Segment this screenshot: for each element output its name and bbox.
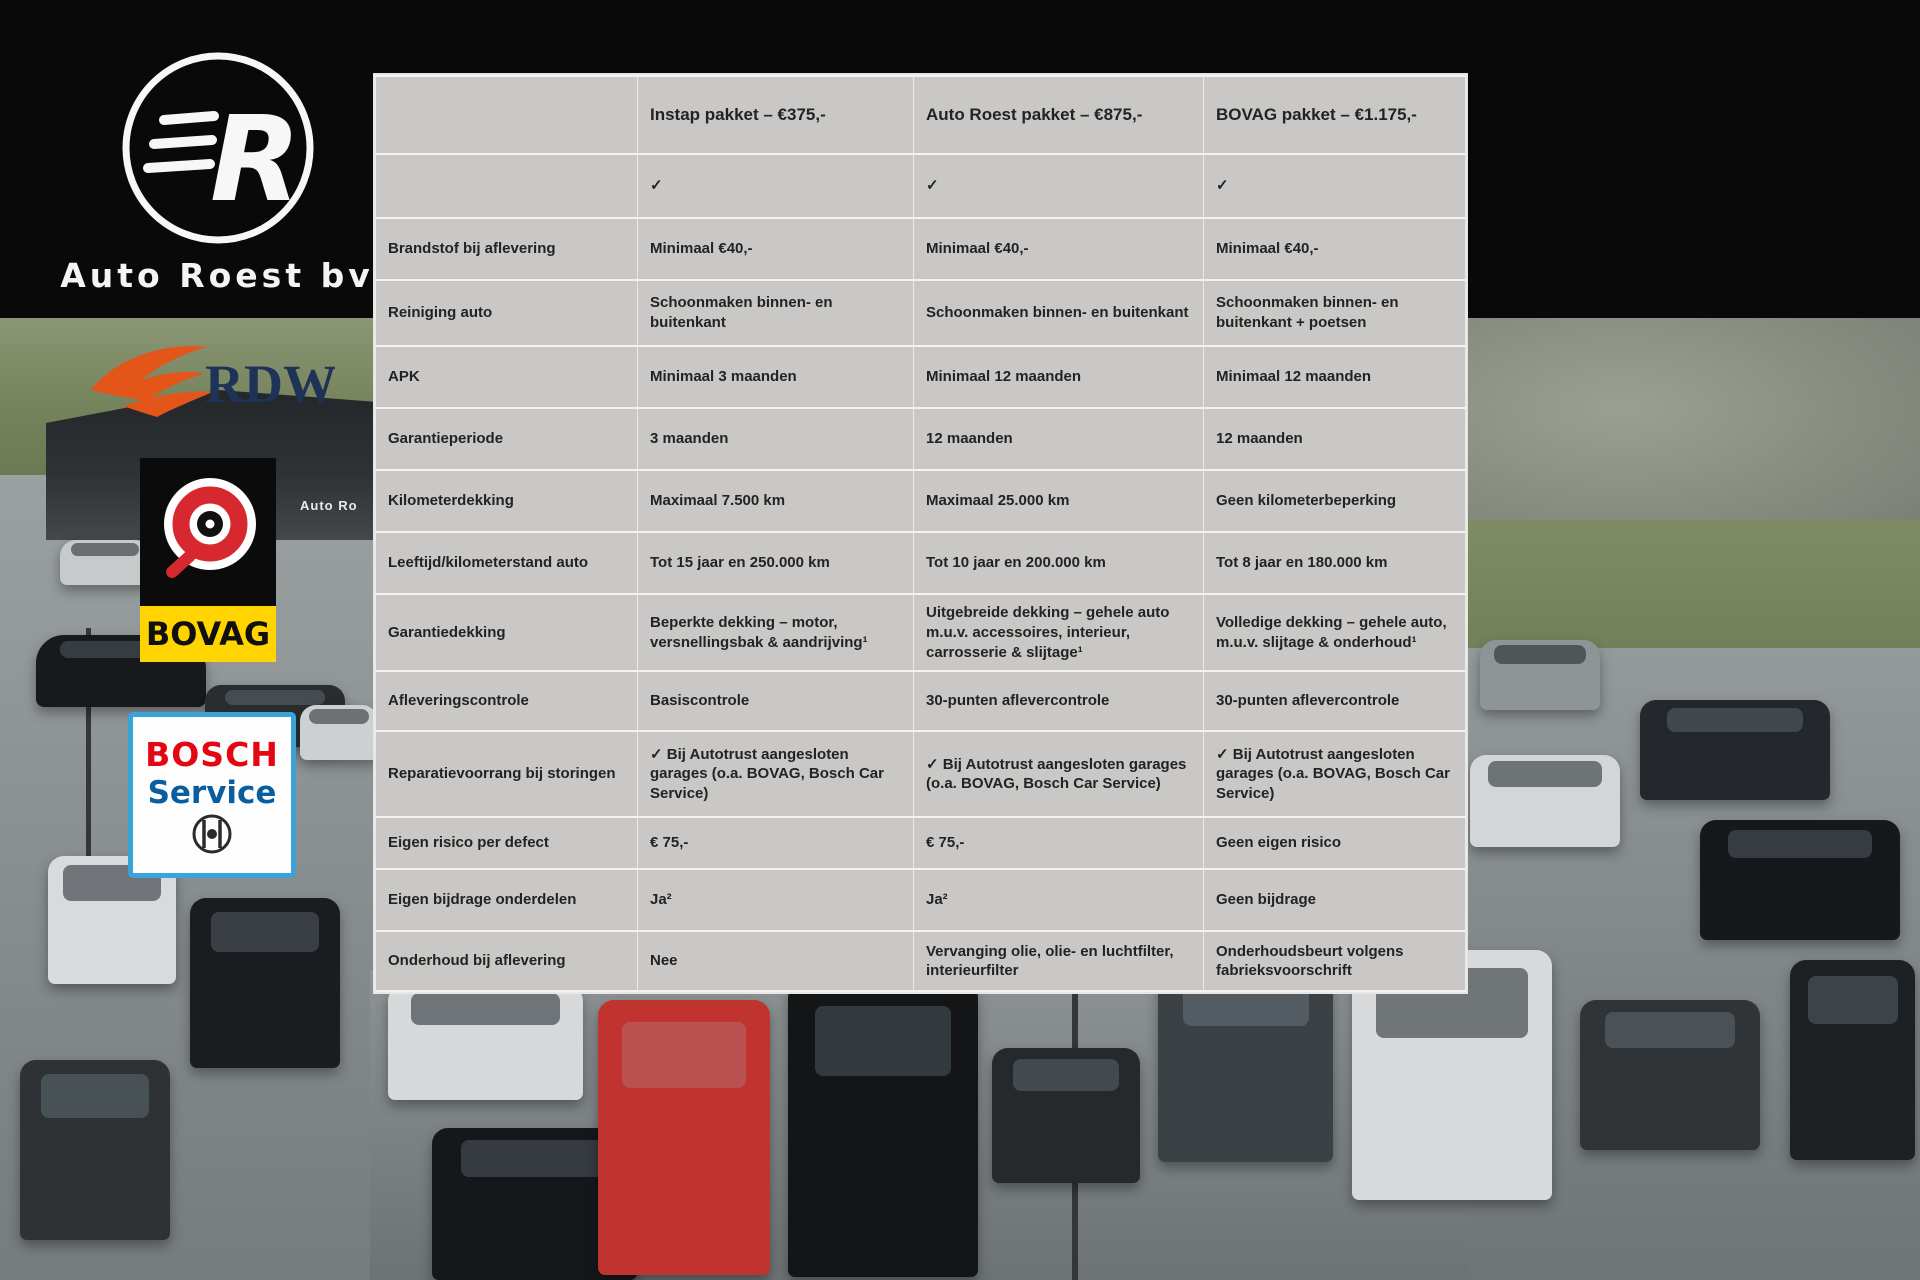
bosch-service-logo [128, 712, 296, 878]
table-cell: Vervanging olie, olie- en luchtfilter, interieurfilter [914, 931, 1204, 991]
table-cell: Beperkte dekking – motor, versnellingsbak & aandrijving¹ [638, 594, 914, 671]
table-row [376, 408, 1466, 470]
row-label: Garantiedekking [376, 594, 638, 671]
table-cell: Maximaal 25.000 km [914, 470, 1204, 532]
table-row [376, 731, 1466, 817]
table-row [376, 532, 1466, 594]
package-column-header: Instap pakket – €375,- [638, 76, 914, 154]
car-silhouette [60, 540, 150, 585]
table-cell: Minimaal €40,- [1204, 218, 1466, 280]
table-cell: Minimaal 12 maanden [914, 346, 1204, 408]
table-cell: Minimaal €40,- [638, 218, 914, 280]
table-cell: 30-punten aflevercontrole [914, 671, 1204, 731]
car-silhouette [598, 1000, 770, 1275]
table-row [376, 346, 1466, 408]
bosch-text: BOSCH [145, 734, 279, 774]
car-silhouette [1700, 820, 1900, 940]
table-cell: 12 maanden [1204, 408, 1466, 470]
package-column-header: BOVAG pakket – €1.175,- [1204, 76, 1466, 154]
grass-field-right [1462, 520, 1920, 655]
auto-roest-logo [0, 0, 440, 318]
car-silhouette [190, 898, 340, 1068]
table-cell: Minimaal 3 maanden [638, 346, 914, 408]
row-label: Reiniging auto [376, 280, 638, 346]
table-cell: Ja² [914, 869, 1204, 931]
building-sign: Auto Ro [300, 498, 358, 513]
table-row [376, 594, 1466, 671]
row-label [376, 154, 638, 218]
table-cell: Nee [638, 931, 914, 991]
table-row [376, 280, 1466, 346]
rdw-text: RDW [205, 354, 335, 414]
row-label: Brandstof bij aflevering [376, 218, 638, 280]
row-label: Reparatievoorrang bij storingen [376, 731, 638, 817]
table-cell: Minimaal 12 maanden [1204, 346, 1466, 408]
table-cell: Tot 8 jaar en 180.000 km [1204, 532, 1466, 594]
table-cell: € 75,- [638, 817, 914, 869]
package-column-header: Auto Roest pakket – €875,- [914, 76, 1204, 154]
package-table-head-row [376, 76, 1466, 154]
row-label: APK [376, 346, 638, 408]
car-silhouette [300, 705, 378, 760]
table-cell: Geen bijdrage [1204, 869, 1466, 931]
table-cell: € 75,- [914, 817, 1204, 869]
table-cell: Basiscontrole [638, 671, 914, 731]
table-cell: Geen eigen risico [1204, 817, 1466, 869]
rdw-logo [85, 330, 335, 430]
table-row [376, 218, 1466, 280]
table-cell: Geen kilometerbeperking [1204, 470, 1466, 532]
table-row [376, 671, 1466, 731]
table-cell: Tot 15 jaar en 250.000 km [638, 532, 914, 594]
bovag-logo [140, 458, 276, 662]
table-cell: Tot 10 jaar en 200.000 km [914, 532, 1204, 594]
rdw-wing-icon [91, 346, 213, 417]
brand-name: Auto Roest bv [60, 256, 374, 295]
row-label: Afleveringscontrole [376, 671, 638, 731]
bosch-service-text: Service [147, 774, 277, 811]
table-cell: Volledige dekking – gehele auto, m.u.v. slijtage & onderhoud¹ [1204, 594, 1466, 671]
car-silhouette [1790, 960, 1915, 1160]
bovag-record-icon [140, 458, 276, 606]
package-table-body [376, 154, 1466, 991]
table-cell: Minimaal €40,- [914, 218, 1204, 280]
table-cell: Schoonmaken binnen- en buitenkant + poetsen [1204, 280, 1466, 346]
package-comparison-table [375, 75, 1466, 992]
table-cell: Onderhoudsbeurt volgens fabrieksvoorschrift [1204, 931, 1466, 991]
row-label: Garantieperiode [376, 408, 638, 470]
table-cell: 3 maanden [638, 408, 914, 470]
row-label: Eigen bijdrage onderdelen [376, 869, 638, 931]
car-silhouette [1640, 700, 1830, 800]
table-cell: ✓ [638, 154, 914, 218]
car-silhouette [1580, 1000, 1760, 1150]
table-cell: ✓ Bij Autotrust aangesloten garages (o.a. BOVAG, Bosch Car Service) [638, 731, 914, 817]
bovag-text: BOVAG [140, 606, 276, 662]
table-cell: ✓ [1204, 154, 1466, 218]
table-cell: ✓ Bij Autotrust aangesloten garages (o.a. BOVAG, Bosch Car Service) [914, 731, 1204, 817]
table-cell: Ja² [638, 869, 914, 931]
table-cell: Schoonmaken binnen- en buitenkant [914, 280, 1204, 346]
row-label-column-header [376, 76, 638, 154]
table-cell: 30-punten aflevercontrole [1204, 671, 1466, 731]
monogram-letter: R [210, 90, 301, 228]
car-silhouette [1480, 640, 1600, 710]
table-cell: 12 maanden [914, 408, 1204, 470]
car-silhouette [20, 1060, 170, 1240]
table-cell: ✓ Bij Autotrust aangesloten garages (o.a. BOVAG, Bosch Car Service) [1204, 731, 1466, 817]
row-label: Kilometerdekking [376, 470, 638, 532]
table-cell: Schoonmaken binnen- en buitenkant [638, 280, 914, 346]
table-row [376, 470, 1466, 532]
car-silhouette [1470, 755, 1620, 847]
row-label: Onderhoud bij aflevering [376, 931, 638, 991]
table-cell: Maximaal 7.500 km [638, 470, 914, 532]
car-silhouette [788, 982, 978, 1277]
table-row [376, 869, 1466, 931]
car-silhouette [992, 1048, 1140, 1183]
auto-roest-monogram-icon [118, 48, 318, 248]
row-label: Eigen risico per defect [376, 817, 638, 869]
car-silhouette [388, 985, 583, 1100]
table-row [376, 154, 1466, 218]
table-row [376, 817, 1466, 869]
tree-line [1462, 318, 1920, 543]
table-cell: ✓ [914, 154, 1204, 218]
table-cell: Uitgebreide dekking – gehele auto m.u.v. accessoires, interieur, carrosserie & slijtage¹ [914, 594, 1204, 671]
row-label: Leeftijd/kilometerstand auto [376, 532, 638, 594]
table-row [376, 931, 1466, 991]
bosch-armature-icon [190, 812, 234, 856]
